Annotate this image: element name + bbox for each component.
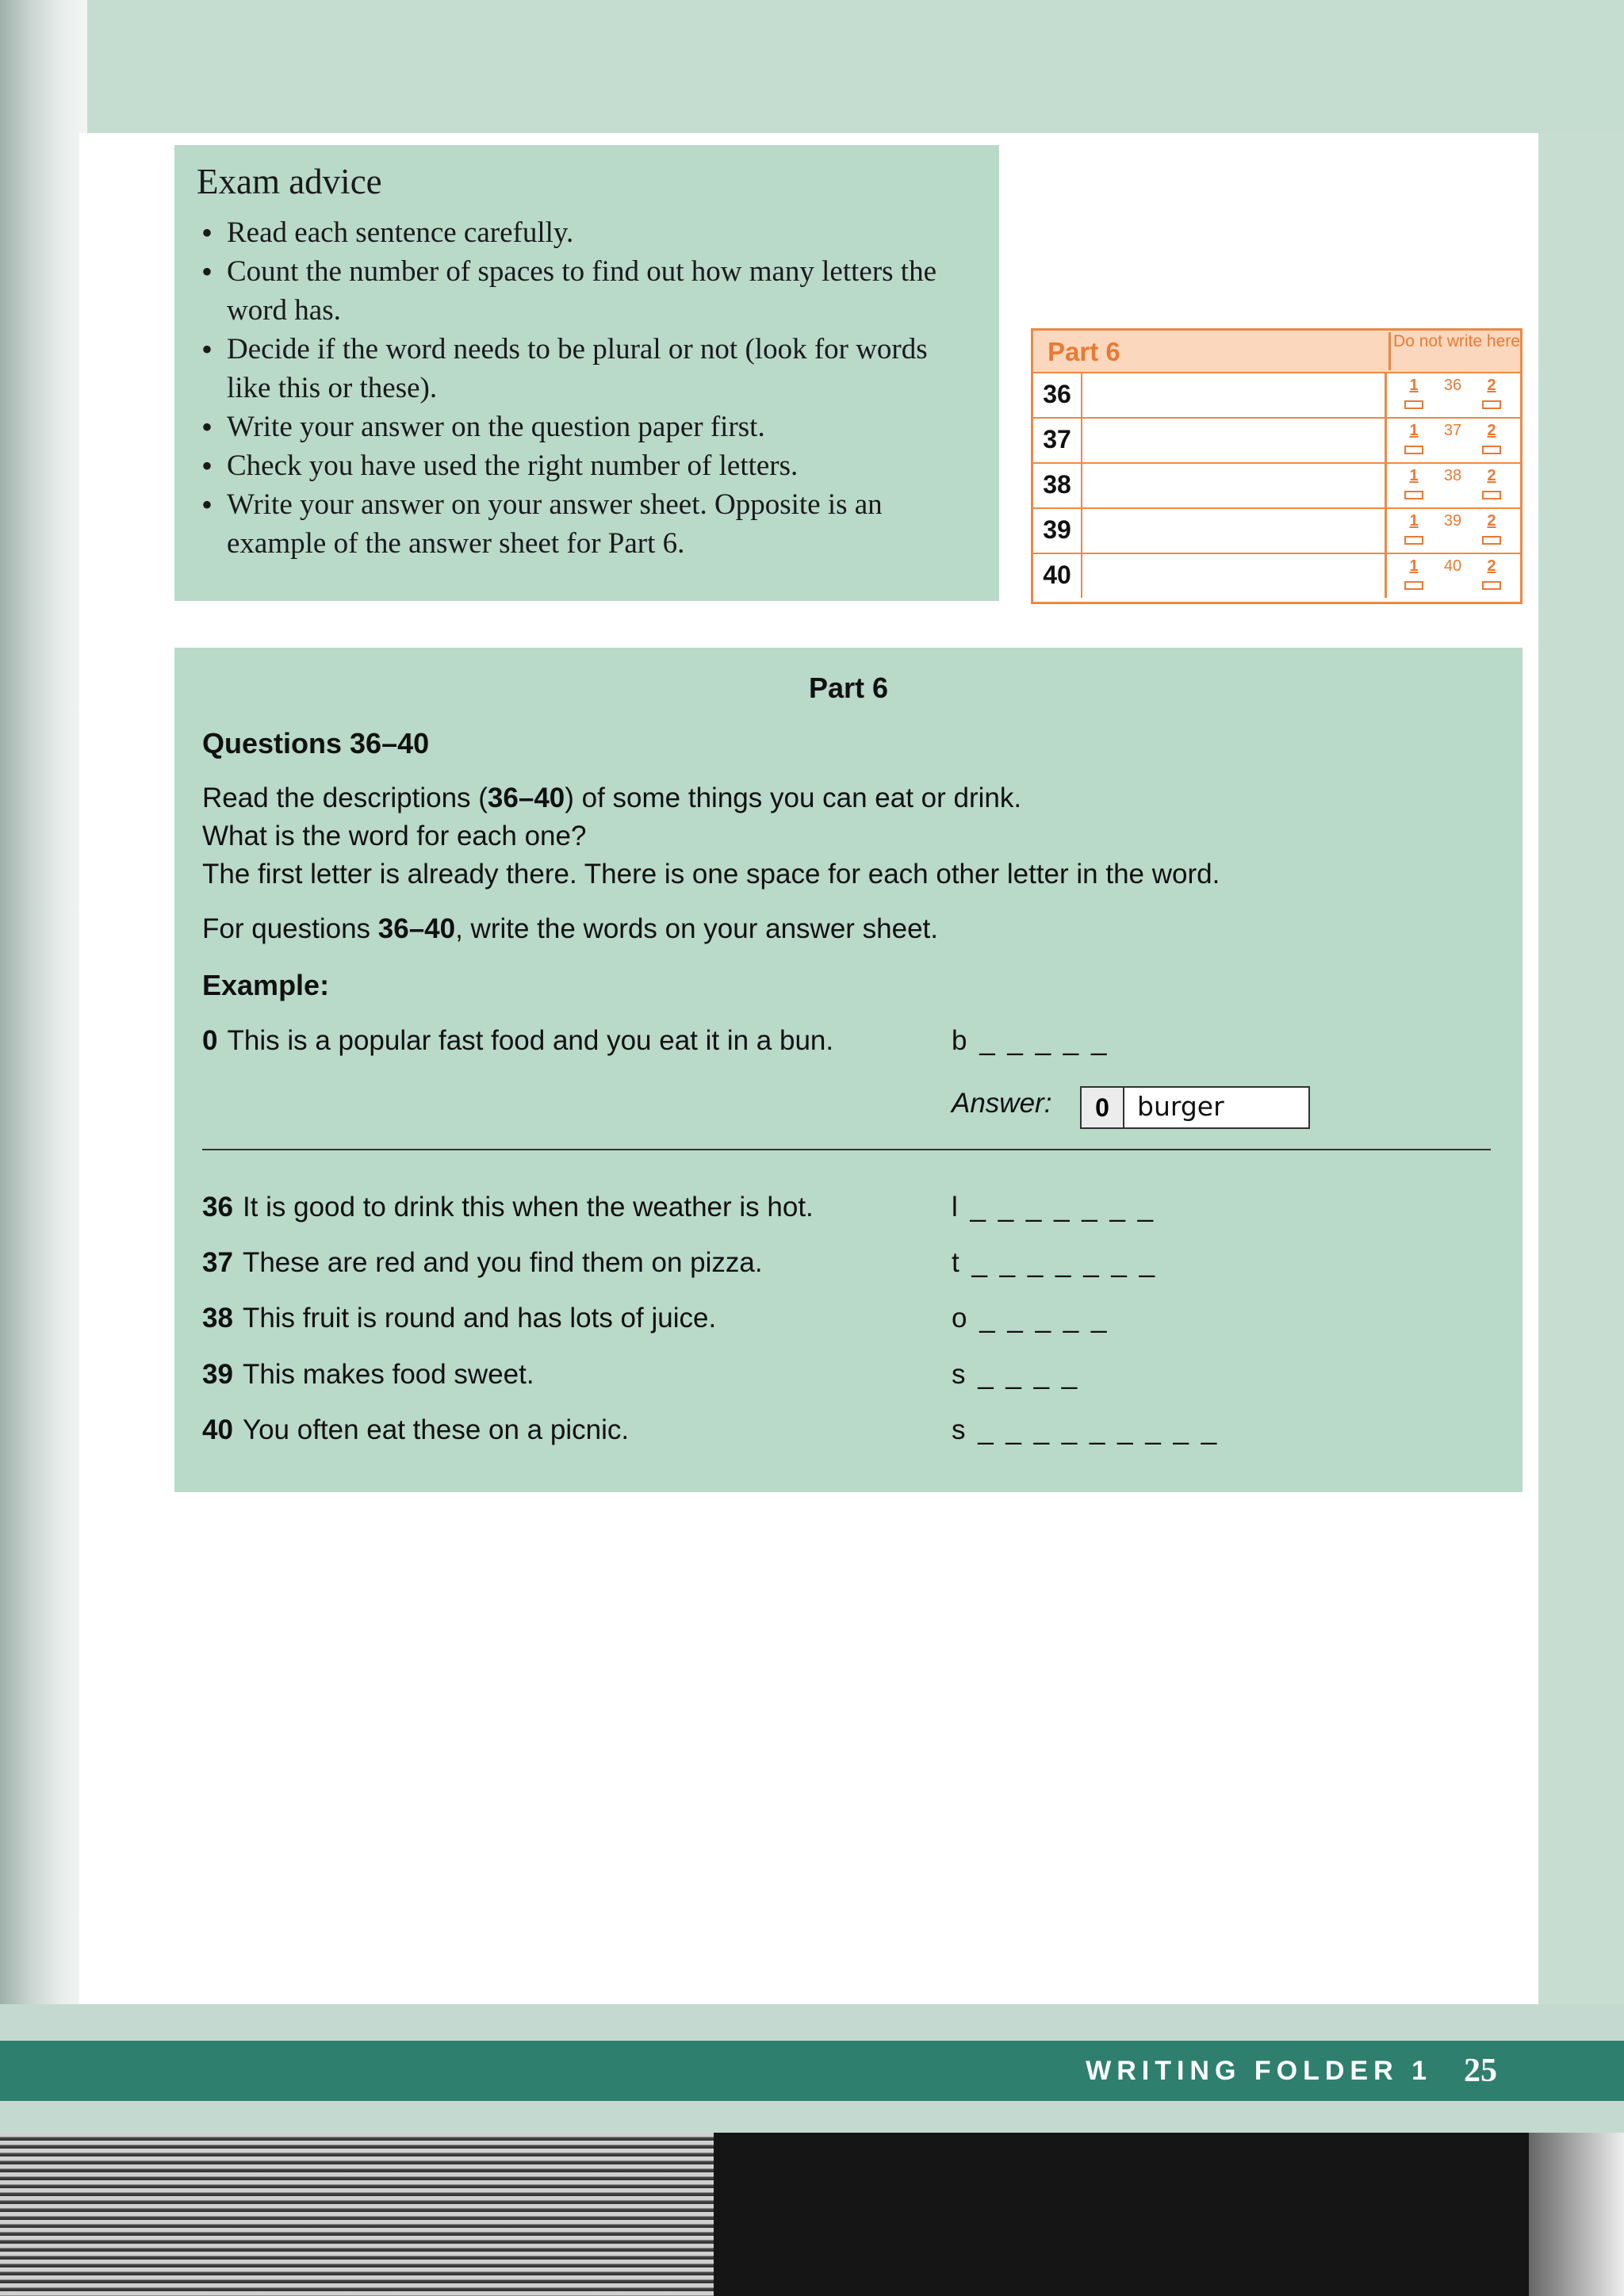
scan-light-end <box>1529 2133 1624 2296</box>
question-row <box>202 1359 534 1391</box>
mark-checkbox <box>1404 491 1423 499</box>
exam-advice-box <box>174 145 999 601</box>
question-text: This is a popular fast food and you eat it in a bun. <box>227 1025 834 1056</box>
question-row <box>202 1303 716 1334</box>
advice-item: • Decide if the word needs to be plural or not (look for words like this or these). <box>197 330 977 408</box>
mark-checkbox <box>1404 536 1423 545</box>
scan-stripes <box>0 2133 714 2296</box>
question-row <box>202 1414 629 1446</box>
mark-right: 2 <box>1487 377 1496 394</box>
question-number: 39 <box>202 1359 233 1390</box>
row-number: 37 <box>1033 417 1082 462</box>
mark-right: 2 <box>1487 512 1496 530</box>
mark-box <box>1385 417 1522 462</box>
mark-code: 37 <box>1443 422 1462 439</box>
mark-checkbox <box>1482 446 1501 454</box>
instruction-text: For questions <box>202 913 378 944</box>
example-question <box>202 1025 833 1057</box>
mark-left: 1 <box>1409 557 1419 575</box>
answer-sheet-example <box>1031 328 1522 604</box>
answer-sheet-part-label: Part 6 <box>1048 337 1120 366</box>
advice-item: • Count the number of spaces to find out how many letters the word has. <box>197 252 977 330</box>
answer-sheet-header <box>1033 331 1520 373</box>
mark-code: 36 <box>1443 377 1462 394</box>
exam-advice-list <box>197 213 977 563</box>
row-number: 36 <box>1033 372 1082 417</box>
advice-item: • Write your answer on your answer sheet. Opposite is an example of the answer sheet for Part 6. <box>197 485 977 563</box>
answer-sheet-row <box>1033 553 1520 598</box>
mark-box <box>1385 507 1522 553</box>
answer-blank: t _ _ _ _ _ _ _ <box>952 1247 1158 1278</box>
mark-code: 39 <box>1443 512 1462 530</box>
footer-band-bottom <box>0 2101 1624 2133</box>
background-top <box>0 0 1624 135</box>
mark-box <box>1385 462 1522 507</box>
instruction-text: ) of some things you can eat or drink. <box>565 783 1022 813</box>
footer-text <box>1086 2052 1497 2090</box>
question-text: These are red and you find them on pizza. <box>242 1247 763 1278</box>
answer-number: 0 <box>1082 1088 1124 1127</box>
part6-title: Part 6 <box>808 672 889 704</box>
mark-checkbox <box>1404 581 1423 590</box>
questions-heading: Questions 36–40 <box>202 727 430 760</box>
part6-box <box>174 648 1522 1492</box>
question-text: It is good to drink this when the weather is hot. <box>242 1192 814 1223</box>
question-number: 36 <box>202 1192 233 1223</box>
book-spine-shadow <box>0 0 87 2141</box>
answer-blank: o _ _ _ _ _ <box>952 1303 1109 1334</box>
mark-code: 40 <box>1443 557 1462 575</box>
advice-item: • Write your answer on the question paper first. <box>197 408 977 446</box>
instruction-bold: 36–40 <box>487 783 565 813</box>
footer-section-label: WRITING FOLDER 1 <box>1086 2055 1432 2086</box>
answer-sheet-row <box>1033 372 1520 419</box>
question-number: 40 <box>202 1414 233 1445</box>
answer-value: burger <box>1137 1091 1224 1122</box>
advice-item: • Check you have used the right number of letters. <box>197 446 977 485</box>
mark-box <box>1385 553 1522 598</box>
right-margin-strip <box>1538 133 1624 2004</box>
question-number: 37 <box>202 1247 233 1278</box>
question-text: This makes food sweet. <box>242 1359 534 1390</box>
mark-left: 1 <box>1409 512 1419 530</box>
instruction-line: The first letter is already there. There is one space for each other letter in the word. <box>202 859 1220 890</box>
do-not-write-label: Do not write here <box>1388 332 1522 370</box>
mark-box <box>1385 372 1522 417</box>
row-number: 40 <box>1033 553 1082 598</box>
answer-blank: l _ _ _ _ _ _ _ <box>952 1192 1156 1223</box>
answer-blank: s _ _ _ _ _ _ _ _ _ <box>952 1414 1220 1445</box>
mark-checkbox <box>1482 491 1501 499</box>
mark-right: 2 <box>1487 467 1496 484</box>
mark-checkbox <box>1404 400 1423 409</box>
page-number: 25 <box>1464 2053 1497 2089</box>
scan-edge <box>0 2133 1624 2296</box>
exam-advice-title: Exam advice <box>197 162 382 201</box>
instruction-line <box>202 913 938 945</box>
mark-left: 1 <box>1409 467 1419 484</box>
row-number: 39 <box>1033 507 1082 553</box>
question-number: 38 <box>202 1303 233 1334</box>
answer-sheet-row <box>1033 462 1520 509</box>
mark-checkbox <box>1482 581 1501 590</box>
mark-right: 2 <box>1487 422 1496 439</box>
divider-line <box>202 1149 1491 1150</box>
question-row <box>202 1247 763 1279</box>
mark-code: 38 <box>1443 467 1462 484</box>
example-answer-box <box>1080 1086 1310 1129</box>
answer-sheet-row <box>1033 417 1520 464</box>
answer-label: Answer: <box>952 1088 1052 1119</box>
mark-checkbox <box>1482 536 1501 545</box>
mark-left: 1 <box>1409 377 1419 394</box>
row-number: 38 <box>1033 462 1082 507</box>
question-row <box>202 1192 814 1223</box>
question-number: 0 <box>202 1025 218 1056</box>
instruction-text: , write the words on your answer sheet. <box>455 913 939 944</box>
answer-blank: s _ _ _ _ <box>952 1359 1080 1390</box>
instruction-bold: 36–40 <box>377 913 456 944</box>
example-label: Example: <box>202 969 330 1001</box>
mark-checkbox <box>1482 400 1501 409</box>
mark-checkbox <box>1404 446 1423 454</box>
advice-item: • Read each sentence carefully. <box>197 213 977 252</box>
mark-left: 1 <box>1409 422 1419 439</box>
answer-sheet-row <box>1033 507 1520 554</box>
instruction-line <box>202 783 1021 814</box>
instruction-line: What is the word for each one? <box>202 821 587 851</box>
instruction-text: Read the descriptions ( <box>202 783 488 813</box>
footer-band-top <box>0 2004 1624 2041</box>
question-text: This fruit is round and has lots of juice. <box>242 1303 717 1334</box>
question-text: You often eat these on a picnic. <box>242 1414 630 1445</box>
example-blank: b _ _ _ _ _ <box>952 1025 1109 1056</box>
mark-right: 2 <box>1487 557 1496 575</box>
